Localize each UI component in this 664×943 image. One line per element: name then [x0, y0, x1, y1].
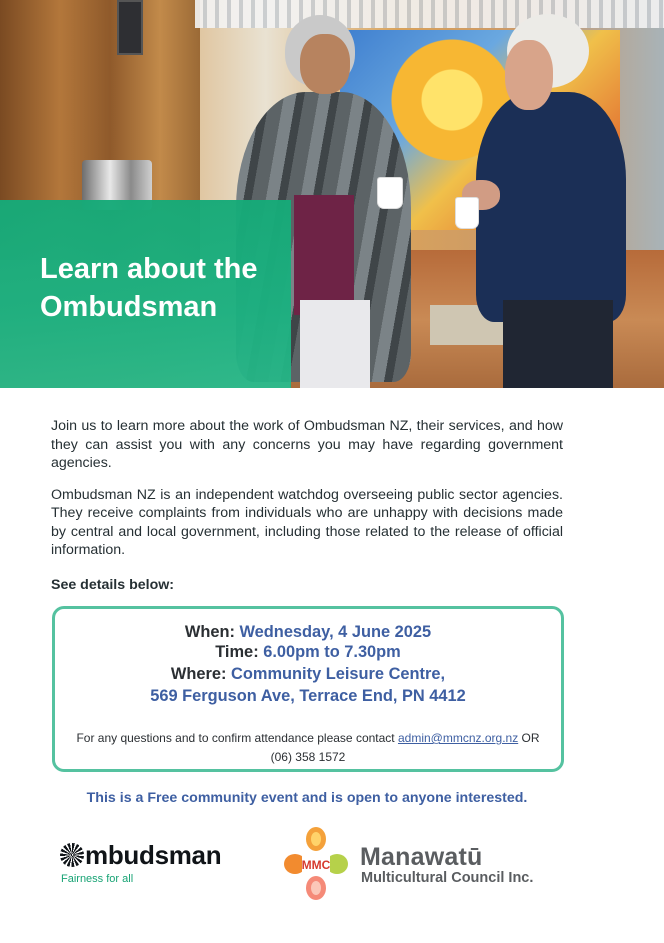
free-event-note: This is a Free community event and is open to anyone interested. — [86, 790, 528, 806]
wall-picture-frame — [117, 0, 143, 55]
where-label: Where — [170, 665, 222, 683]
time-line: Time: 6.00pm to 7.30pm — [215, 643, 401, 661]
contact-email-link[interactable]: admin@mmcnz.org.nz — [397, 731, 519, 745]
mmc-subtitle: Multicultural Council Inc. — [361, 870, 534, 886]
where-line-2 — [55, 687, 561, 706]
event-details-box — [52, 606, 564, 772]
man-pants — [503, 300, 613, 388]
ombudsman-wordmark: mbudsman — [85, 840, 222, 870]
man-sweater — [476, 92, 626, 322]
mmc-logo-icon — [284, 826, 348, 902]
when-label: When — [184, 623, 230, 641]
when-line: When: Wednesday, 4 June 2025 — [184, 623, 432, 641]
woman-cup — [378, 178, 402, 208]
contact-info — [55, 729, 561, 767]
where-line: Where: Community Leisure Centre, — [170, 665, 446, 683]
time-value: 6.00pm to 7.30pm — [263, 643, 401, 661]
hero-photo — [0, 0, 664, 388]
where-value-line2: 569 Ferguson Ave, Terrace End, PN 4412 — [150, 687, 466, 705]
where-value-line1: Community Leisure Centre, — [231, 665, 446, 683]
woman-shirt — [294, 195, 354, 315]
ombudsman-logo — [60, 840, 221, 871]
ombudsman-o-icon — [60, 843, 84, 867]
man-cup — [456, 198, 478, 228]
contact-or: OR — [521, 731, 540, 745]
mmc-badge-text: MMC — [301, 858, 331, 872]
mmc-name: Manawatū — [360, 843, 483, 871]
page-title: Learn about the Ombudsman — [40, 253, 258, 323]
intro-paragraph-1: Join us to learn more about the work of Ombudsman NZ, their services, and how they can assist you with any concerns you may have regarding government agencies. — [51, 418, 563, 471]
details-heading: See details below: — [51, 577, 174, 593]
contact-text: For any questions and to confirm attendance please contact — [76, 731, 395, 745]
woman-pants — [300, 300, 370, 388]
intro-paragraph-2: Ombudsman NZ is an independent watchdog overseeing public sector agencies. They receive complaints from individuals who are unhappy with decisions made by central and local government, including those related to the release of official information. — [51, 486, 563, 558]
ombudsman-tagline: Fairness for all — [61, 873, 134, 885]
carved-ceiling-panel — [195, 0, 664, 28]
intro-text — [51, 417, 563, 560]
time-label: Time — [215, 643, 254, 661]
woman-face — [300, 34, 350, 94]
man-face — [505, 40, 553, 110]
contact-phone: (06) 358 1572 — [270, 750, 346, 764]
when-value: Wednesday, 4 June 2025 — [239, 623, 432, 641]
